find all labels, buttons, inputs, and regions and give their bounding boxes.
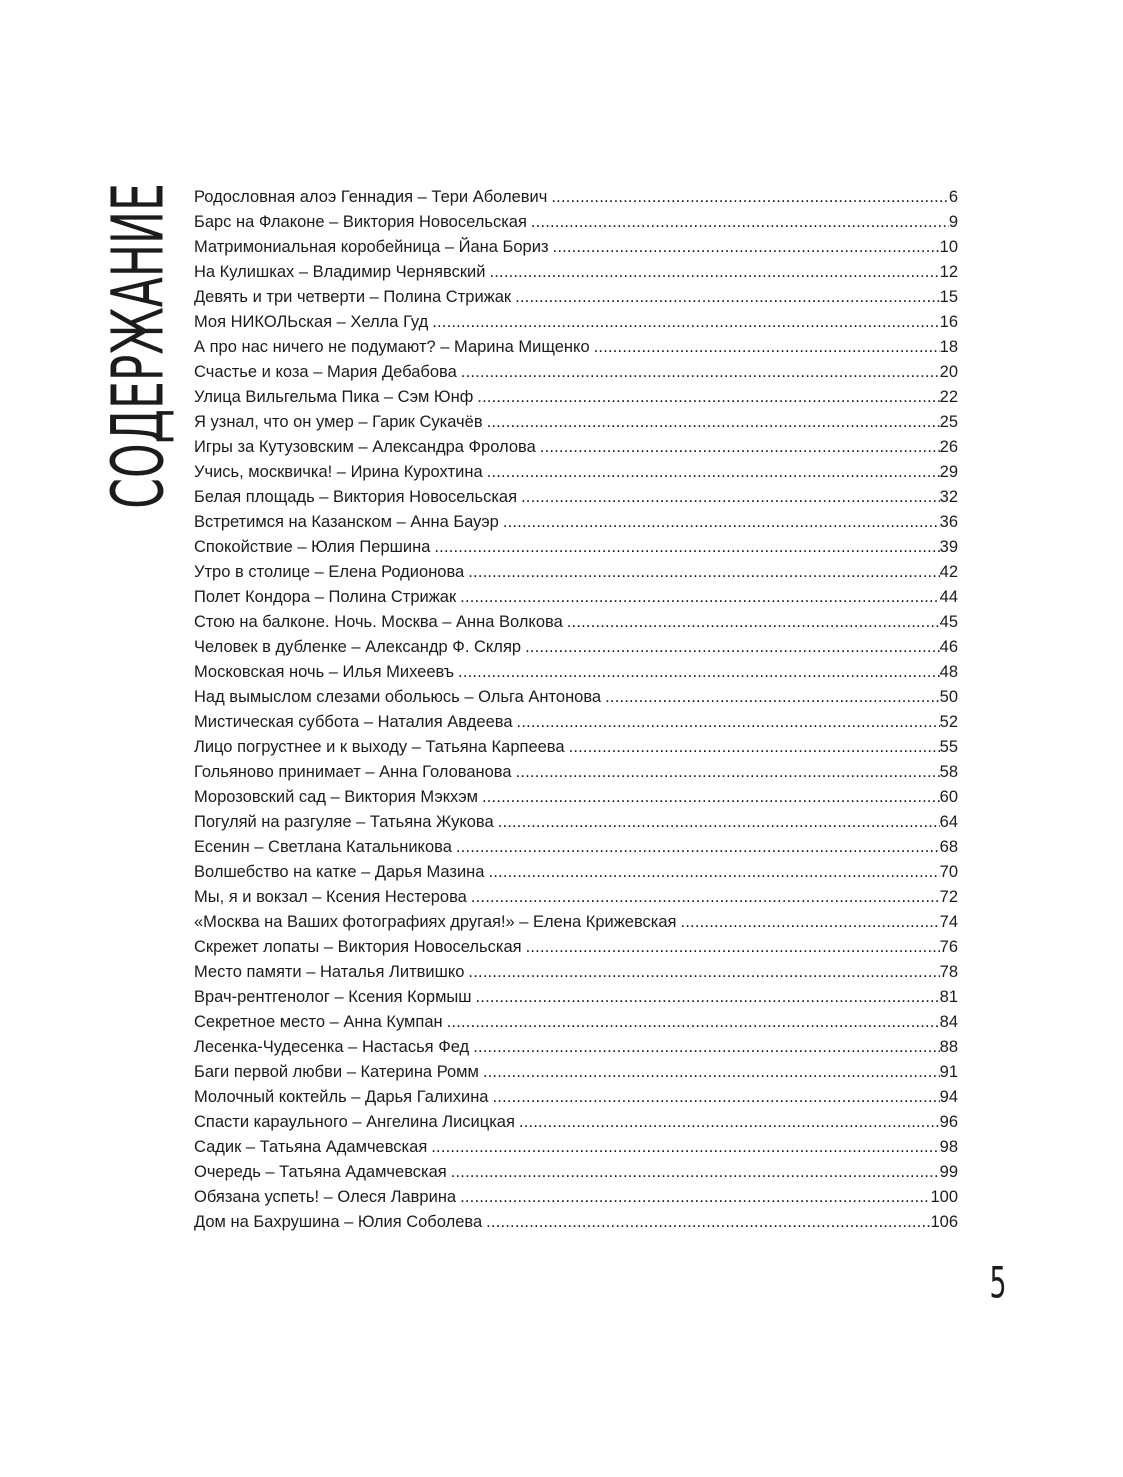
toc-entry-title: Есенин – Светлана Катальникова <box>194 838 452 856</box>
toc-entry[interactable] <box>194 835 958 860</box>
dot-leader <box>431 1135 939 1160</box>
dot-leader <box>489 260 939 285</box>
toc-entry-title: Барс на Флаконе – Виктория Новосельская <box>194 213 527 231</box>
toc-entry-page: 26 <box>939 438 958 456</box>
dot-leader <box>487 460 940 485</box>
toc-entry-page: 6 <box>948 188 958 206</box>
toc-entry-page: 106 <box>930 1213 958 1231</box>
toc-entry-title: Над вымыслом слезами обольюсь – Ольга Антонова <box>194 688 602 706</box>
toc-entry-page: 88 <box>939 1038 958 1056</box>
toc-entry-title: Мы, я и вокзал – Ксения Нестерова <box>194 888 467 906</box>
dot-leader <box>432 310 939 335</box>
dot-leader <box>526 935 940 960</box>
toc-entry-page: 94 <box>939 1088 958 1106</box>
toc-entry-page: 22 <box>939 388 958 406</box>
dot-leader <box>476 985 940 1010</box>
toc-entry[interactable] <box>194 210 958 235</box>
table-of-contents <box>194 185 958 1235</box>
dot-leader <box>482 785 940 810</box>
dot-leader <box>460 1185 930 1210</box>
toc-entry-page: 15 <box>939 288 958 306</box>
toc-entry-title: Встретимся на Казанском – Анна Бауэр <box>194 513 499 531</box>
toc-entry[interactable] <box>194 1210 958 1235</box>
dot-leader <box>456 835 940 860</box>
toc-entry-page: 20 <box>939 363 958 381</box>
toc-entry-page: 9 <box>948 213 958 231</box>
toc-entry[interactable] <box>194 1110 958 1135</box>
toc-entry-title: Лесенка-Чудесенка – Настасья Фед <box>194 1038 470 1056</box>
toc-entry-title: Московская ночь – Илья Михеевъ <box>194 663 455 681</box>
toc-entry-title: Баги первой любви – Катерина Ромм <box>194 1063 479 1081</box>
toc-entry-page: 16 <box>939 313 958 331</box>
toc-entry[interactable] <box>194 385 958 410</box>
toc-entry-title: Человек в дубленке – Александр Ф. Скляр <box>194 638 522 656</box>
toc-entry-title: Родословная алоэ Геннадия – Тери Аболевич <box>194 188 548 206</box>
toc-entry-page: 60 <box>939 788 958 806</box>
toc-entry-page: 100 <box>930 1188 958 1206</box>
toc-entry[interactable] <box>194 1160 958 1185</box>
dot-leader <box>553 235 940 260</box>
dot-leader <box>493 1085 940 1110</box>
dot-leader <box>594 335 940 360</box>
toc-entry[interactable] <box>194 685 958 710</box>
toc-entry-title: Матримониальная коробейница – Йана Бориз <box>194 238 549 256</box>
toc-entry-page: 50 <box>939 688 958 706</box>
toc-entry[interactable] <box>194 660 958 685</box>
toc-entry-title: Морозовский сад – Виктория Мэкхэм <box>194 788 478 806</box>
toc-entry-page: 58 <box>939 763 958 781</box>
toc-entry-title: На Кулишках – Владимир Чернявский <box>194 263 486 281</box>
toc-entry[interactable] <box>194 885 958 910</box>
toc-entry-page: 12 <box>939 263 958 281</box>
toc-entry[interactable] <box>194 410 958 435</box>
dot-leader <box>468 560 939 585</box>
toc-entry-page: 36 <box>939 513 958 531</box>
toc-entry[interactable] <box>194 585 958 610</box>
toc-entry[interactable] <box>194 535 958 560</box>
toc-entry[interactable] <box>194 335 958 360</box>
toc-entry[interactable] <box>194 860 958 885</box>
dot-leader <box>460 585 939 610</box>
dot-leader <box>525 635 940 660</box>
toc-entry[interactable] <box>194 810 958 835</box>
dot-leader <box>458 660 940 685</box>
dot-leader <box>486 1210 930 1235</box>
toc-entry-title: Учись, москвичка! – Ирина Курохтина <box>194 463 483 481</box>
toc-entry-page: 84 <box>939 1013 958 1031</box>
toc-entry[interactable] <box>194 460 958 485</box>
toc-entry[interactable] <box>194 435 958 460</box>
dot-leader <box>498 810 940 835</box>
toc-entry[interactable] <box>194 260 958 285</box>
toc-entry-title: Улица Вильгельма Пика – Сэм Юнф <box>194 388 474 406</box>
toc-entry-title: Место памяти – Наталья Литвишко <box>194 963 465 981</box>
toc-entry-title: Я узнал, что он умер – Гарик Сукачёв <box>194 413 483 431</box>
dot-leader <box>468 960 939 985</box>
dot-leader <box>605 685 940 710</box>
dot-leader <box>540 435 940 460</box>
toc-entry-title: Моя НИКОЛЬская – Хелла Гуд <box>194 313 429 331</box>
toc-entry-title: Девять и три четверти – Полина Стрижак <box>194 288 512 306</box>
toc-entry-page: 52 <box>939 713 958 731</box>
toc-entry[interactable] <box>194 1085 958 1110</box>
toc-entry-title: Молочный коктейль – Дарья Галихина <box>194 1088 489 1106</box>
dot-leader <box>521 485 940 510</box>
toc-entry-page: 55 <box>939 738 958 756</box>
toc-entry-title: Погуляй на разгуляе – Татьяна Жукова <box>194 813 494 831</box>
toc-entry-page: 48 <box>939 663 958 681</box>
dot-leader <box>519 1110 940 1135</box>
toc-entry-page: 91 <box>939 1063 958 1081</box>
toc-entry-page: 76 <box>939 938 958 956</box>
toc-entry-title: Спокойствие – Юлия Першина <box>194 538 431 556</box>
toc-entry-title: Гольяново принимает – Анна Голованова <box>194 763 512 781</box>
toc-entry-title: Врач-рентгенолог – Ксения Кормыш <box>194 988 472 1006</box>
toc-entry-page: 99 <box>939 1163 958 1181</box>
toc-entry[interactable] <box>194 760 958 785</box>
toc-entry-title: Мистическая суббота – Наталия Авдеева <box>194 713 513 731</box>
toc-entry[interactable] <box>194 785 958 810</box>
toc-entry-page: 44 <box>939 588 958 606</box>
toc-entry-page: 10 <box>939 238 958 256</box>
toc-entry[interactable] <box>194 310 958 335</box>
toc-entry-page: 42 <box>939 563 958 581</box>
toc-entry[interactable] <box>194 485 958 510</box>
dot-leader <box>447 1010 940 1035</box>
toc-entry[interactable] <box>194 510 958 535</box>
dot-leader <box>434 535 939 560</box>
toc-entry-title: Очередь – Татьяна Адамчевская <box>194 1163 447 1181</box>
toc-entry-title: Обязана успеть! – Олеся Лаврина <box>194 1188 457 1206</box>
toc-entry-title: Секретное место – Анна Кумпан <box>194 1013 443 1031</box>
toc-entry-page: 32 <box>939 488 958 506</box>
toc-entry[interactable] <box>194 735 958 760</box>
dot-leader <box>471 885 940 910</box>
dot-leader <box>517 710 940 735</box>
toc-entry[interactable] <box>194 1010 958 1035</box>
dot-leader <box>477 385 939 410</box>
toc-entry[interactable] <box>194 1060 958 1085</box>
dot-leader <box>551 185 948 210</box>
dot-leader <box>483 1060 940 1085</box>
toc-entry[interactable] <box>194 1185 958 1210</box>
toc-entry-title: Скрежет лопаты – Виктория Новосельская <box>194 938 522 956</box>
toc-entry-title: Утро в столице – Елена Родионова <box>194 563 465 581</box>
toc-entry-page: 74 <box>939 913 958 931</box>
toc-entry[interactable] <box>194 910 958 935</box>
toc-entry-page: 45 <box>939 613 958 631</box>
toc-entry-title: Волшебство на катке – Дарья Мазина <box>194 863 485 881</box>
dot-leader <box>531 210 949 235</box>
toc-entry-title: А про нас ничего не подумают? – Марина Мищенко <box>194 338 590 356</box>
dot-leader <box>487 410 940 435</box>
toc-entry-page: 46 <box>939 638 958 656</box>
toc-entry[interactable] <box>194 985 958 1010</box>
toc-entry[interactable] <box>194 185 958 210</box>
toc-entry-title: Счастье и коза – Мария Дебабова <box>194 363 457 381</box>
toc-entry-title: Спасти караульного – Ангелина Лисицкая <box>194 1113 515 1131</box>
dot-leader <box>567 610 940 635</box>
dot-leader <box>569 735 940 760</box>
dot-leader <box>473 1035 939 1060</box>
toc-entry-page: 96 <box>939 1113 958 1131</box>
toc-entry-page: 64 <box>939 813 958 831</box>
toc-entry-page: 39 <box>939 538 958 556</box>
page-title: СОДЕРЖАНИЕ <box>96 183 180 509</box>
dot-leader <box>461 360 940 385</box>
toc-entry[interactable] <box>194 935 958 960</box>
toc-entry[interactable] <box>194 1135 958 1160</box>
toc-entry-title: Садик – Татьяна Адамчевская <box>194 1138 428 1156</box>
page-number: 5 <box>989 1258 1007 1309</box>
dot-leader <box>451 1160 940 1185</box>
toc-entry-page: 81 <box>939 988 958 1006</box>
toc-entry[interactable] <box>194 635 958 660</box>
toc-entry-page: 18 <box>939 338 958 356</box>
toc-entry-title: Стою на балконе. Ночь. Москва – Анна Волкова <box>194 613 563 631</box>
toc-entry-page: 25 <box>939 413 958 431</box>
toc-entry-title: Полет Кондора – Полина Стрижак <box>194 588 457 606</box>
dot-leader <box>488 860 939 885</box>
toc-entry-title: Лицо погрустнее и к выходу – Татьяна Карпеева <box>194 738 565 756</box>
toc-entry-page: 72 <box>939 888 958 906</box>
toc-entry[interactable] <box>194 710 958 735</box>
toc-entry-title: Дом на Бахрушина – Юлия Соболева <box>194 1213 483 1231</box>
dot-leader <box>680 910 939 935</box>
dot-leader <box>515 285 940 310</box>
toc-entry-page: 68 <box>939 838 958 856</box>
toc-entry-page: 70 <box>939 863 958 881</box>
toc-entry-title: Игры за Кутузовским – Александра Фролова <box>194 438 536 456</box>
toc-entry-page: 98 <box>939 1138 958 1156</box>
toc-entry-title: Белая площадь – Виктория Новосельская <box>194 488 518 506</box>
toc-entry[interactable] <box>194 960 958 985</box>
toc-entry[interactable] <box>194 285 958 310</box>
toc-entry[interactable] <box>194 560 958 585</box>
toc-entry-title: «Москва на Ваших фотографиях другая!» – Елена Крижевская <box>194 913 677 931</box>
toc-entry[interactable] <box>194 235 958 260</box>
dot-leader <box>516 760 940 785</box>
toc-entry[interactable] <box>194 360 958 385</box>
toc-entry[interactable] <box>194 1035 958 1060</box>
toc-entry-page: 29 <box>939 463 958 481</box>
toc-entry[interactable] <box>194 610 958 635</box>
toc-entry-page: 78 <box>939 963 958 981</box>
dot-leader <box>503 510 940 535</box>
